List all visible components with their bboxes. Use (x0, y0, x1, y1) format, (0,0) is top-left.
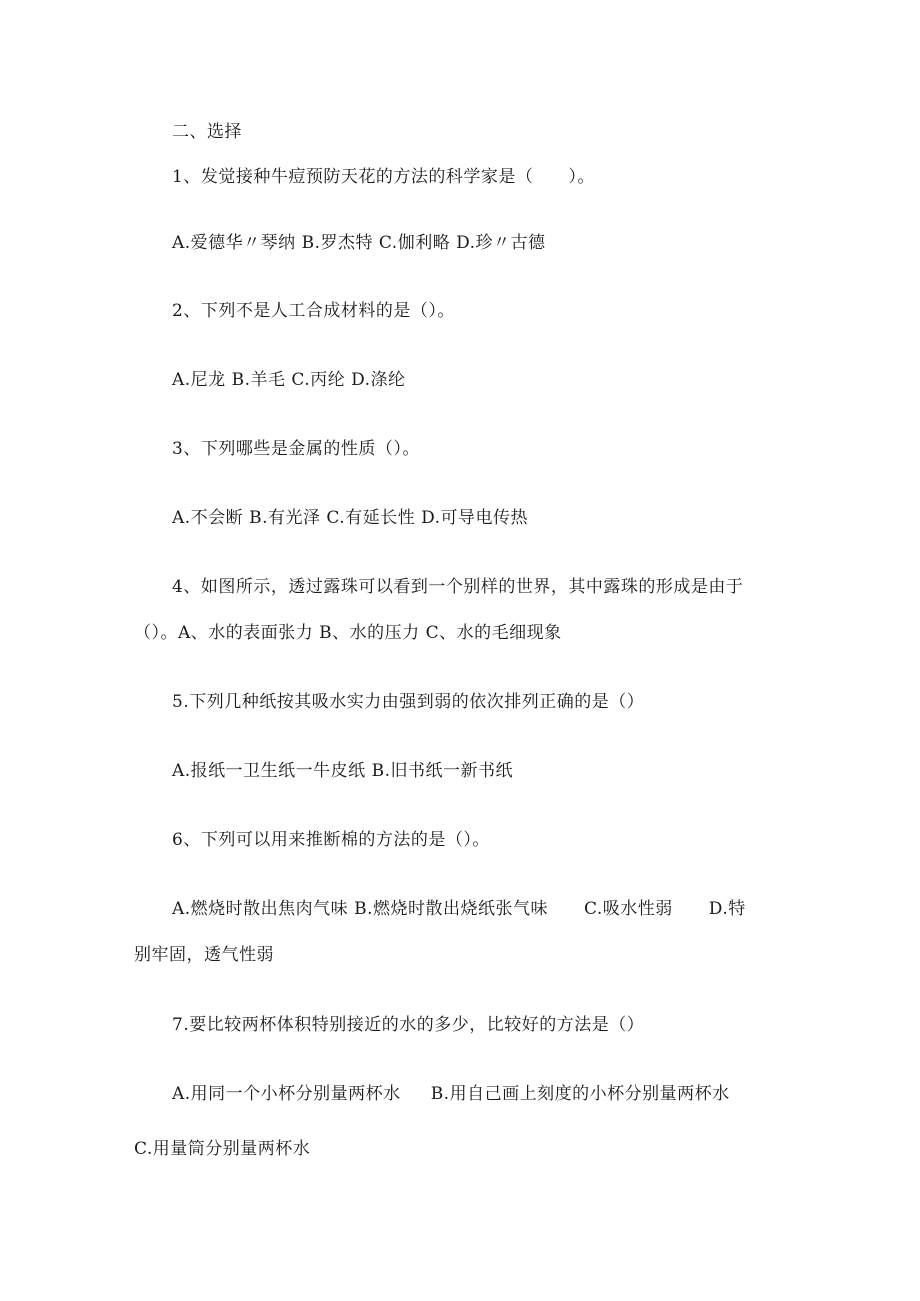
question-3-options: A.不会断 B.有光泽 C.有延长性 D.可导电传热 (172, 508, 529, 528)
question-5-stem: 5.下列几种纸按其吸水实力由强到弱的依次排列正确的是（） (172, 692, 645, 712)
question-2-options: A.尼龙 B.羊毛 C.丙纶 D.涤纶 (172, 370, 406, 390)
question-4-stem-line-1: 4、如图所示，透过露珠可以看到一个别样的世界，其中露珠的形成是由于 (172, 577, 744, 597)
question-6-options-line-2: 别牢固，透气性弱 (134, 945, 274, 965)
question-7-stem: 7.要比较两杯体积特别接近的水的多少，比较好的方法是（） (172, 1015, 645, 1035)
question-5-options: A.报纸一卫生纸一牛皮纸 B.旧书纸一新书纸 (172, 761, 513, 781)
question-7-option-a: A.用同一个小杯分别量两杯水 (172, 1084, 401, 1104)
question-6-options-line-1 (172, 899, 746, 919)
question-3-stem: 3、下列哪些是金属的性质（）。 (172, 439, 420, 459)
question-7-option-c: C.用量筒分别量两杯水 (134, 1139, 311, 1159)
question-6-options-a-b: A.燃烧时散出焦肉气味 B.燃烧时散出烧纸张气味 (172, 899, 548, 919)
question-6-option-d-start: D.特 (708, 899, 746, 919)
section-title: 二、选择 (172, 122, 242, 142)
question-6-stem: 6、下列可以用来推断棉的方法的是（）。 (172, 830, 490, 850)
question-4-stem-line-2: （）。A、水的表面张力 B、水的压力 C、水的毛细现象 (134, 623, 562, 643)
question-2-stem: 2、下列不是人工合成材料的是（）。 (172, 301, 455, 321)
question-1-options: A.爱德华〃琴纳 B.罗杰特 C.伽利略 D.珍〃古德 (172, 233, 546, 253)
question-7-option-b: B.用自己画上刻度的小杯分别量两杯水 (430, 1084, 730, 1104)
question-1-stem: 1、发觉接种牛痘预防天花的方法的科学家是（ ）。 (172, 167, 595, 187)
question-6-option-c: C.吸水性弱 (583, 899, 673, 919)
question-7-options-line-1 (172, 1084, 730, 1104)
